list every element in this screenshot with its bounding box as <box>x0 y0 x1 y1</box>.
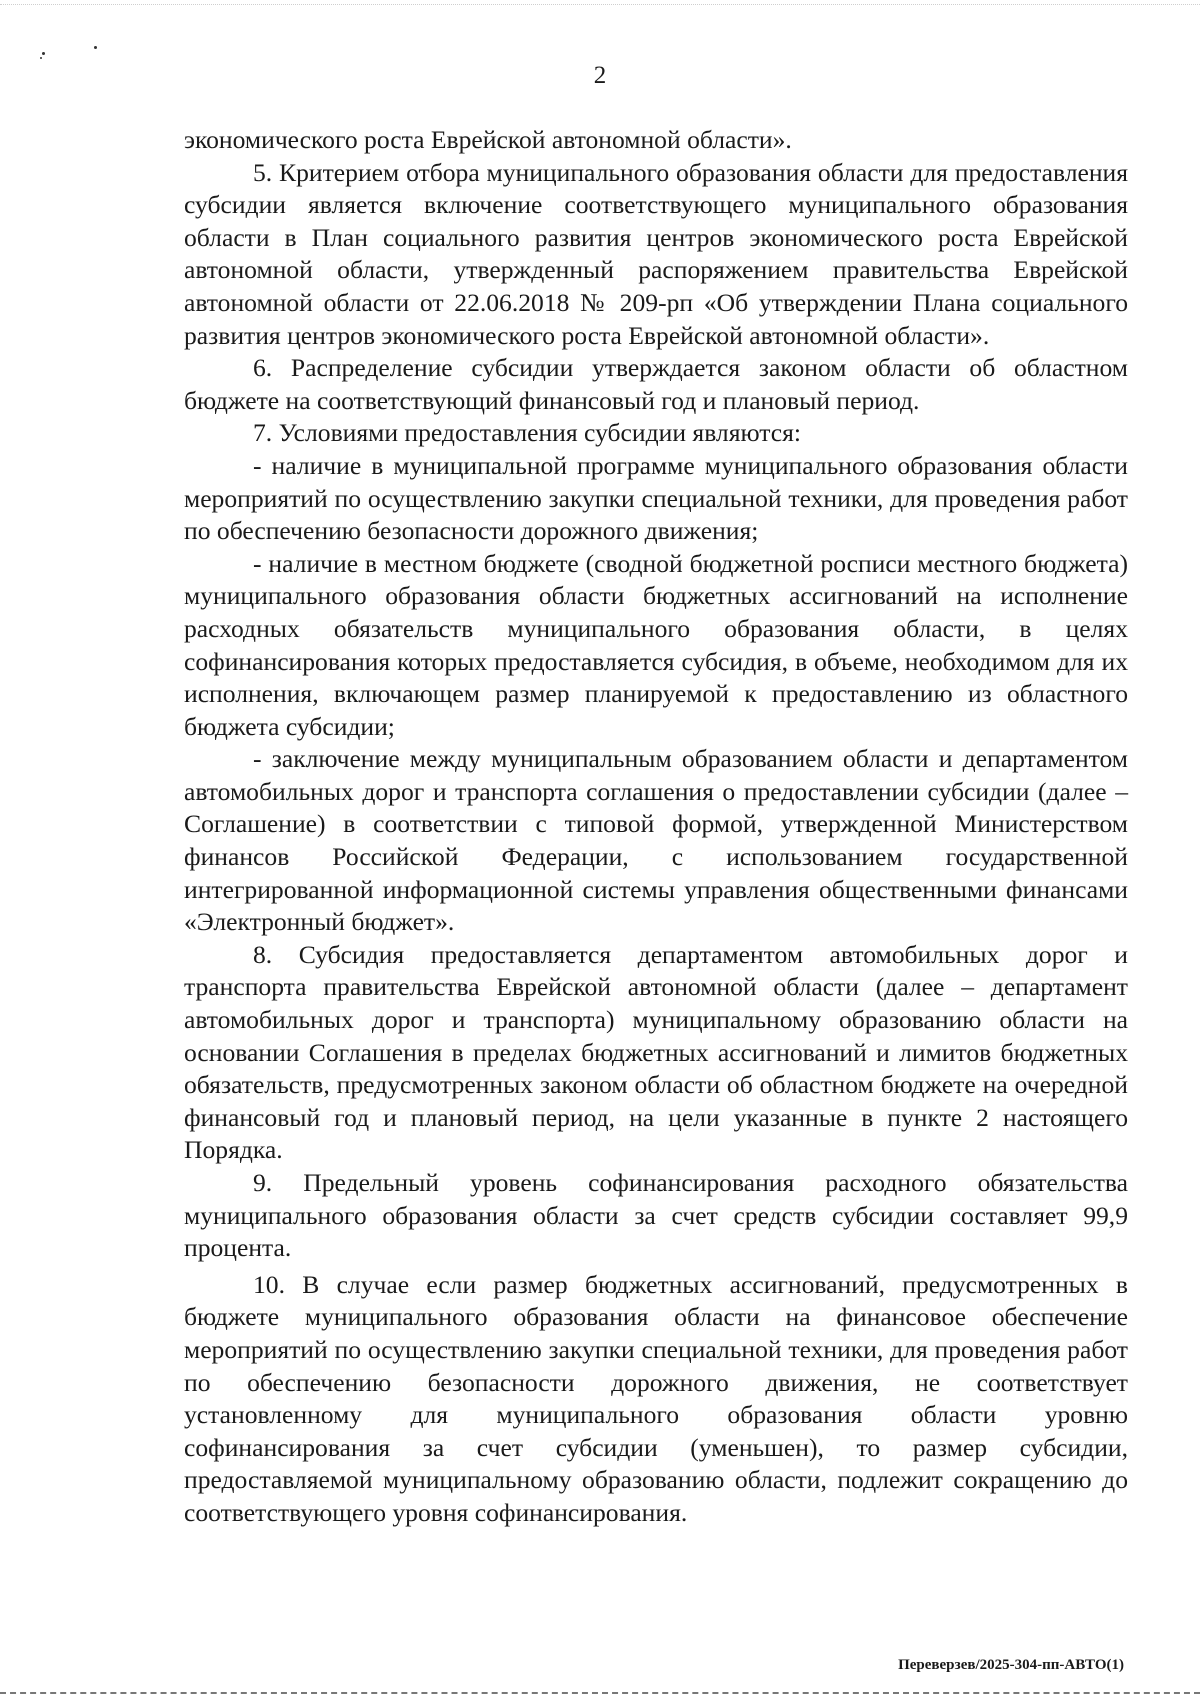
paragraph-8: 8. Субсидия предоставляется департаментом автомобильных дорог и транспорта правительства Еврейской автономной области (далее – департамент автомобильных дорог и транспорта) муниципальному образованию области на основании Соглашения в пределах бюджетных ассигнований и лимитов бюджетных обязательств, предусмотренных законом области об областном бюджете на очередной финансовый год и плановый период, на цели указанные в пункте 2 настоящего Порядка. <box>184 939 1128 1165</box>
scan-top-edge <box>0 4 1200 5</box>
paragraph-6: 6. Распределение субсидии утверждается законом области об областном бюджете на соответствующий финансовый год и плановый период. <box>184 353 1128 415</box>
paragraph-continuation: экономического роста Еврейской автономной области». <box>184 125 792 154</box>
paragraph-7-condition-1: - наличие в муниципальной программе муниципального образования области мероприятий по осуществлению закупки специальной техники, для проведения работ по обеспечению безопасности дорожного движения; <box>184 450 1128 546</box>
scan-bottom-edge <box>0 1692 1200 1694</box>
document-reference: Переверзев/2025-304-пп-АВТО(1) <box>898 1657 1124 1673</box>
document-body <box>184 124 1128 1530</box>
paragraph-7: 7. Условиями предоставления субсидии являются: <box>253 418 802 448</box>
page-number: 2 <box>593 62 607 89</box>
paragraph-9: 9. Предельный уровень софинансирования расходного обязательства муниципального образования области за счет средств субсидии составляет 99,9 процента. <box>184 1168 1128 1263</box>
paragraph-7-condition-2: - наличие в местном бюджете (сводной бюджетной росписи местного бюджета) муниципального образования области бюджетных ассигнований на исполнение расходных обязательств муниципального образования области, в целях софинансирования которых предоставляется субсидия, в объеме, необходимом для их исполнения, включающем размер планируемой к предоставлению из областного бюджета субсидии; <box>184 548 1128 741</box>
paragraph-5: 5. Критерием отбора муниципального образования области для предоставления субсидии является включение соответствующего муниципального образования области в План социального развития центров экономического роста Еврейской автономной области, утвержденный распоряжением правительства Еврейской автономной области от 22.06.2018 № 209-рп «Об утверждении Плана социального развития центров экономического роста Еврейской автономной области». <box>184 157 1128 350</box>
paragraph-10: 10. В случае если размер бюджетных ассигнований, предусмотренных в бюджете муниципального образования области на финансовое обеспечение мероприятий по осуществлению закупки специальной техники, для проведения работ по обеспечению безопасности дорожного движения, не соответствует установленному для муниципального образования области уровню софинансирования за счет субсидии (уменьшен), то размер субсидии, предоставляемой муниципальному образованию области, подлежит сокращению до соответствующего уровня софинансирования. <box>184 1269 1128 1527</box>
paragraph-7-condition-3: - заключение между муниципальным образованием области и департаментом автомобильных дорог и транспорта соглашения о предоставлении субсидии (далее – Соглашение) в соответствии с типовой формой, утвержденной Министерством финансов Российской Федерации, с использованием государственной интегрированной информационной системы управления общественными финансами «Электронный бюджет». <box>184 744 1128 937</box>
